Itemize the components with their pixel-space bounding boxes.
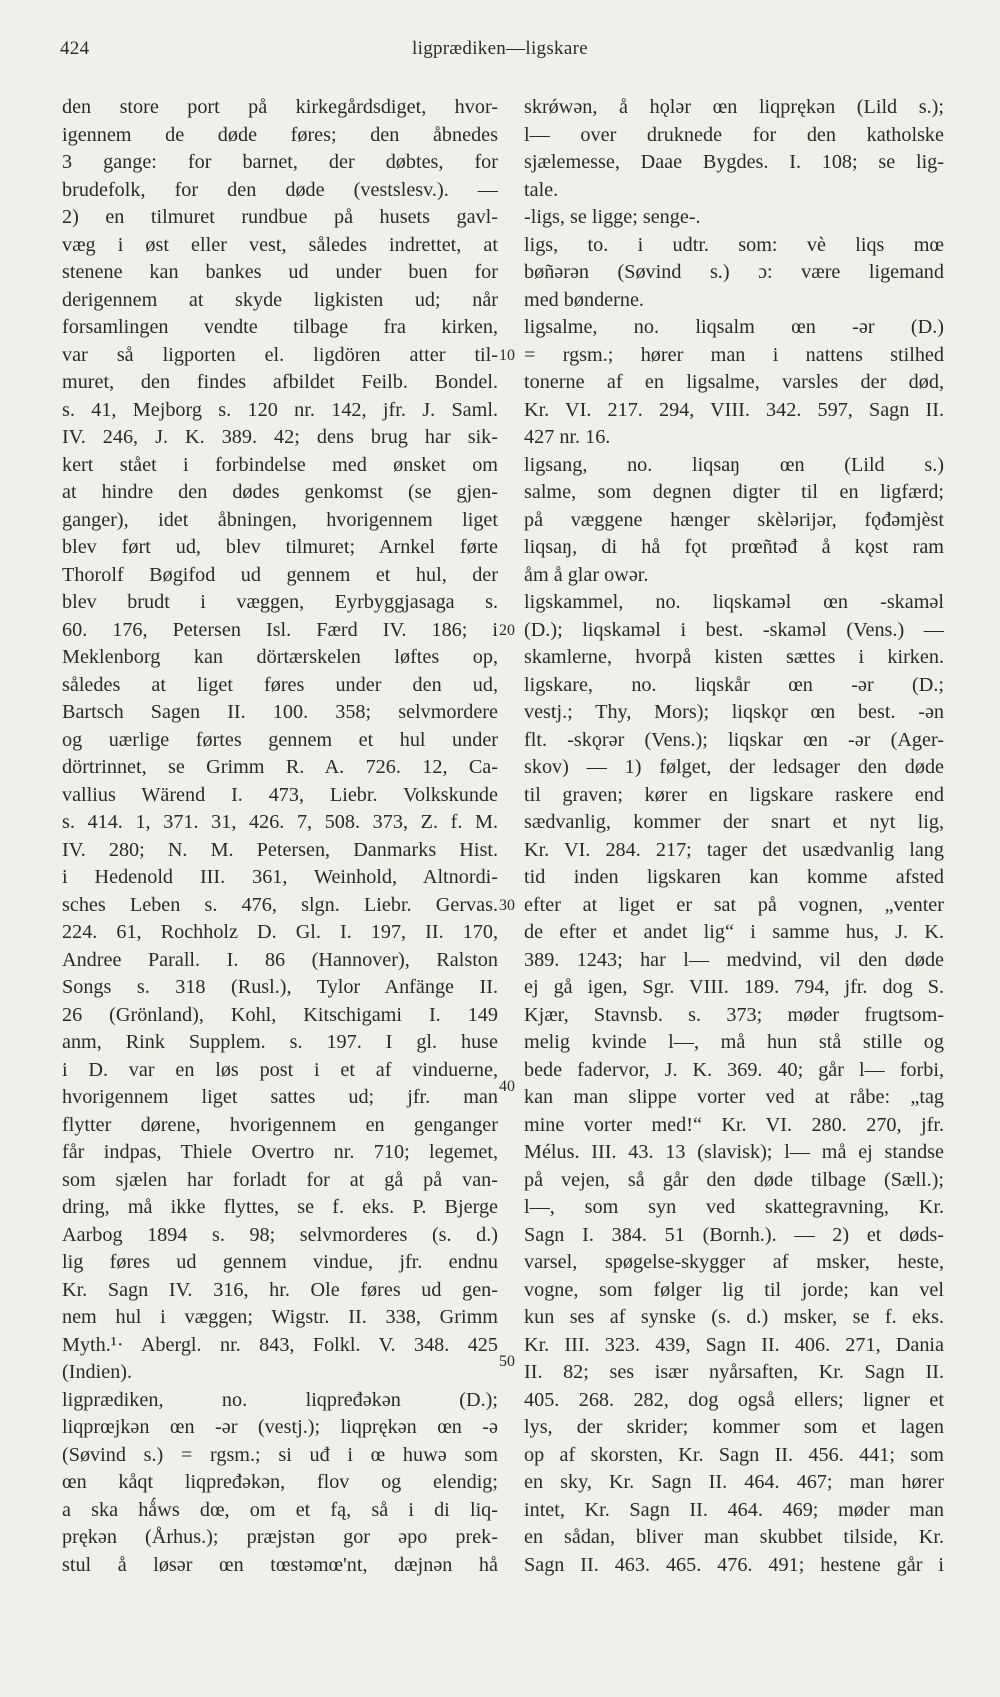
running-title: ligprædiken—ligskare (412, 38, 588, 59)
right-column-line: Sagn I. 384. 51 (Bornh.). — 2) et døds- (524, 1223, 944, 1246)
left-column-line: at hindre den dødes genkomst (se gjen- (62, 481, 498, 503)
left-column-line: får indpas, Thiele Overtro nr. 710; legemet, (62, 1141, 498, 1163)
right-column-line: skrǿwən, å hǫlər œn liqprękən (Lild s.); (524, 96, 944, 118)
right-column-line: bøñərən (Søvind s.) ɔ: være ligemand (524, 261, 944, 283)
left-column-line: var så ligporten el. ligdören atter til- (62, 343, 498, 366)
right-column-line: = rgsm.; hører man i nattens stilhed (524, 343, 944, 366)
right-column-line: på vejen, så går den døde tilbage (Sæll.); (524, 1168, 944, 1191)
right-column-line: en sky, Kr. Sagn II. 464. 467; man hører (524, 1471, 944, 1493)
right-column-line: varsel, spøgelse-skygger af msker, heste, (524, 1251, 944, 1273)
right-column-line: ligskammel, no. liqskaməl œn -skaməl (524, 591, 944, 613)
page-number: 424 (60, 38, 90, 59)
right-column-line: intet, Kr. Sagn II. 464. 469; møder man (524, 1498, 944, 1521)
left-column-line: dörtrinnet, se Grimm R. A. 726. 12, Ca- (62, 756, 498, 778)
right-column-line: skov) — 1) følget, der ledsager den døde (524, 756, 944, 778)
left-column-line: Thorolf Bøgifod ud gennem et hul, der (62, 563, 498, 586)
right-column-line: kan man slippe vorter ved at råbe: „tag (524, 1086, 944, 1108)
line-number-30: 30 (499, 896, 515, 914)
right-column-line: ligsalme, no. liqsalm œn -ər (D.) (524, 316, 944, 338)
right-column-line: ej gå igen, Sgr. VIII. 189. 794, jfr. dog S. (524, 976, 944, 998)
left-column-line: Andree Parall. I. 86 (Hannover), Ralston (62, 948, 498, 971)
left-column-line: œn kåqt liqpređəkən, flov og elendig; (62, 1471, 498, 1493)
left-column-line: blev ført ud, blev tilmuret; Arnkel førte (62, 536, 498, 558)
left-column-line: 3 gange: for barnet, der døbtes, for (62, 151, 498, 173)
right-column-line: åm å glar owər. (524, 563, 649, 586)
right-column (524, 94, 944, 1579)
right-column-line: l—, som syn ved skattegravning, Kr. (524, 1196, 944, 1218)
right-column-line: II. 82; ses især nyårsaften, Kr. Sagn II. (524, 1361, 944, 1383)
left-column-line: Kr. Sagn IV. 316, hr. Ole føres ud gen- (62, 1278, 498, 1301)
left-column-line: og uærlige førtes gennem et hul under (62, 728, 498, 751)
right-column-line: l— over druknede for den katholske (524, 123, 944, 146)
right-column-line: ligs, to. i udtr. som: vè liqs mœ (524, 233, 944, 256)
left-column-line: (Søvind s.) = rgsm.; si uđ i œ huwə som (62, 1443, 498, 1466)
right-column-line: (D.); liqskaməl i best. -skaməl (Vens.) — (524, 618, 944, 641)
left-column-line: s. 41, Mejborg s. 120 nr. 142, jfr. J. Saml. (62, 398, 498, 421)
left-column-line: IV. 246, J. K. 389. 42; dens brug har sik- (62, 426, 498, 448)
left-column-line: prękən (Århus.); præjstən gor əpo prek- (62, 1526, 498, 1548)
left-column-line: Myth.¹· Abergl. nr. 843, Folkl. V. 348. 425 (62, 1333, 498, 1356)
left-column-line: i Hedenold III. 361, Weinhold, Altnordi- (62, 866, 498, 888)
left-column-line: som sjælen har forladt for at gå på van- (62, 1168, 498, 1191)
right-column-line: 405. 268. 282, dog også ellers; ligner et (524, 1388, 944, 1411)
right-column-line: kun ses af synske (s. d.) msker, se f. eks. (524, 1306, 944, 1328)
right-column-line: til graven; kører en ligskare raskere end (524, 783, 944, 806)
left-column-line: vallius Wärend I. 473, Liebr. Volkskunde (62, 783, 498, 806)
left-column-line: igennem de døde føres; den åbnedes (62, 123, 498, 146)
right-column-line: 427 nr. 16. (524, 426, 611, 448)
right-column-line: en sådan, bliver man skubbet tilside, Kr. (524, 1526, 944, 1548)
left-column-line: den store port på kirkegårdsdiget, hvor- (62, 96, 498, 118)
left-column-line: stul å løsər œn tœstəmœ'nt, dæjnən hå (62, 1553, 498, 1576)
right-column-line: Sagn II. 463. 465. 476. 491; hestene går i (524, 1553, 944, 1576)
right-column-line: vestj.; Thy, Mors); liqskǫr œn best. -ən (524, 701, 944, 723)
right-column-line: tid inden ligskaren kan komme afsted (524, 866, 944, 888)
right-column-line: sædvanlig, kommer der snart et nyt lig, (524, 811, 944, 833)
line-number-20: 20 (499, 621, 515, 639)
right-column-line: melig kvinde l—, må hun stå stille og (524, 1031, 944, 1053)
right-column-line: liqsaŋ, di hå fǫt prœñtəđ å kǫst ram (524, 536, 944, 558)
right-column-line: tale. (524, 178, 559, 201)
left-column-line: flytter dørene, hvorigennem en genganger (62, 1113, 498, 1136)
left-column-line: ganger), idet åbningen, hvorigennem liget (62, 508, 498, 531)
left-column-line: 60. 176, Petersen Isl. Færd IV. 186; i (62, 618, 498, 641)
left-column-line: 26 (Grönland), Kohl, Kitschigami I. 149 (62, 1003, 498, 1026)
right-column-line: de efter et andet lig“ i samme hus, J. K. (524, 921, 944, 943)
right-column-line: ligskare, no. liqskår œn -ər (D.; (524, 673, 944, 696)
left-column-line: s. 414. 1, 371. 31, 426. 7, 508. 373, Z. f. M. (62, 811, 498, 833)
left-column-line: i D. var en løs post i et af vinduerne, (62, 1058, 498, 1081)
left-column-line: sches Leben s. 476, slgn. Liebr. Gervas. (62, 893, 498, 916)
left-column-line: muret, den findes afbildet Feilb. Bondel. (62, 371, 498, 393)
right-column-line: ligsang, no. liqsaŋ œn (Lild s.) (524, 453, 944, 476)
left-column-line: IV. 280; N. M. Petersen, Danmarks Hist. (62, 838, 498, 861)
right-column-line: med bønderne. (524, 288, 644, 311)
left-column-line: stenene kan bankes ud under buen for (62, 261, 498, 283)
left-column-line: lig føres ud gennem vindue, jfr. endnu (62, 1251, 498, 1273)
right-column-line: op af skorsten, Kr. Sagn II. 456. 441; som (524, 1443, 944, 1466)
line-number-10: 10 (499, 346, 515, 364)
left-column-line: ligprædiken, no. liqpređəkən (D.); (62, 1388, 498, 1411)
left-column-line: brudefolk, for den døde (vestslesv.). — (62, 178, 498, 201)
right-column-line: sjælemesse, Daae Bygdes. I. 108; se lig- (524, 151, 944, 173)
left-column-line: liqprœjkən œn -ər (vestj.); liqprękən œn -ə (62, 1416, 498, 1438)
right-column-line: mine vorter med!“ Kr. VI. 280. 270, jfr. (524, 1113, 944, 1136)
left-column-line: Bartsch Sagen II. 100. 358; selvmordere (62, 701, 498, 723)
right-column-line: Kr. VI. 217. 294, VIII. 342. 597, Sagn II. (524, 398, 944, 421)
left-column-line: dring, må ikke flyttes, se f. eks. P. Bjerge (62, 1196, 498, 1218)
right-column-line: bede fadervor, J. K. 369. 40; går l— forbi, (524, 1058, 944, 1081)
right-column-line: Mélus. III. 43. 13 (slavisk); l— må ej standse (524, 1141, 944, 1163)
left-column-line: hvorigennem liget sattes ud; jfr. man (62, 1086, 498, 1108)
left-column-line: Meklenborg kan dörtærskelen løftes op, (62, 646, 498, 668)
left-column-line: anm, Rink Supplem. s. 197. I gl. huse (62, 1031, 498, 1053)
left-column-line: forsamlingen vendte tilbage fra kirken, (62, 316, 498, 338)
right-column-line: skamlerne, hvorpå kisten sættes i kirken. (524, 646, 944, 668)
left-column-line: a ska hǻws dœ, om et fą, så i di liq- (62, 1498, 498, 1521)
left-column-line: Aarbog 1894 s. 98; selvmorderes (s. d.) (62, 1223, 498, 1246)
left-column-line: derigennem at skyde ligkisten ud; når (62, 288, 498, 311)
line-number-40: 40 (499, 1077, 515, 1095)
right-column-line: Kr. VI. 284. 217; tager det usædvanlig lang (524, 838, 944, 861)
left-column-line: 224. 61, Rochholz D. Gl. I. 197, II. 170, (62, 921, 498, 943)
right-column-line: flt. -skǫrər (Vens.); liqskar œn -ər (Ager- (524, 728, 944, 751)
line-number-50: 50 (499, 1352, 515, 1370)
left-column-line: (Indien). (62, 1361, 133, 1383)
right-column-line: 389. 1243; har l— medvind, vil den døde (524, 948, 944, 971)
left-column-line: således at liget føres under den ud, (62, 673, 498, 696)
left-column-line: blev brudt i væggen, Eyrbyggjasaga s. (62, 591, 498, 613)
right-column-line: vogne, som følger lig til jorde; kan vel (524, 1278, 944, 1301)
left-column-line: kert stået i forbindelse med ønsket om (62, 453, 498, 476)
left-column (62, 94, 498, 1579)
right-column-line: -ligs, se ligge; senge-. (524, 206, 701, 228)
right-column-line: Kjær, Stavnsb. s. 373; møder frugtsom- (524, 1003, 944, 1026)
left-column-line: 2) en tilmuret rundbue på husets gavl- (62, 206, 498, 228)
right-column-line: på væggene hænger skèlərijər, fǫđəmjèst (524, 508, 944, 531)
right-column-line: salme, som degnen digter til en ligfærd; (524, 481, 944, 503)
left-column-line: Songs s. 318 (Rusl.), Tylor Anfänge II. (62, 976, 498, 998)
left-column-line: nem hul i væggen; Wigstr. II. 338, Grimm (62, 1306, 498, 1328)
page-header (60, 38, 940, 68)
right-column-line: tonerne af en ligsalme, varsles der død, (524, 371, 944, 393)
right-column-line: efter at liget er sat på vognen, „venter (524, 893, 944, 916)
right-column-line: Kr. III. 323. 439, Sagn II. 406. 271, Dania (524, 1333, 944, 1356)
right-column-line: lys, der skrider; kommer som et lagen (524, 1416, 944, 1438)
left-column-line: væg i øst eller vest, således indrettet, at (62, 233, 498, 256)
